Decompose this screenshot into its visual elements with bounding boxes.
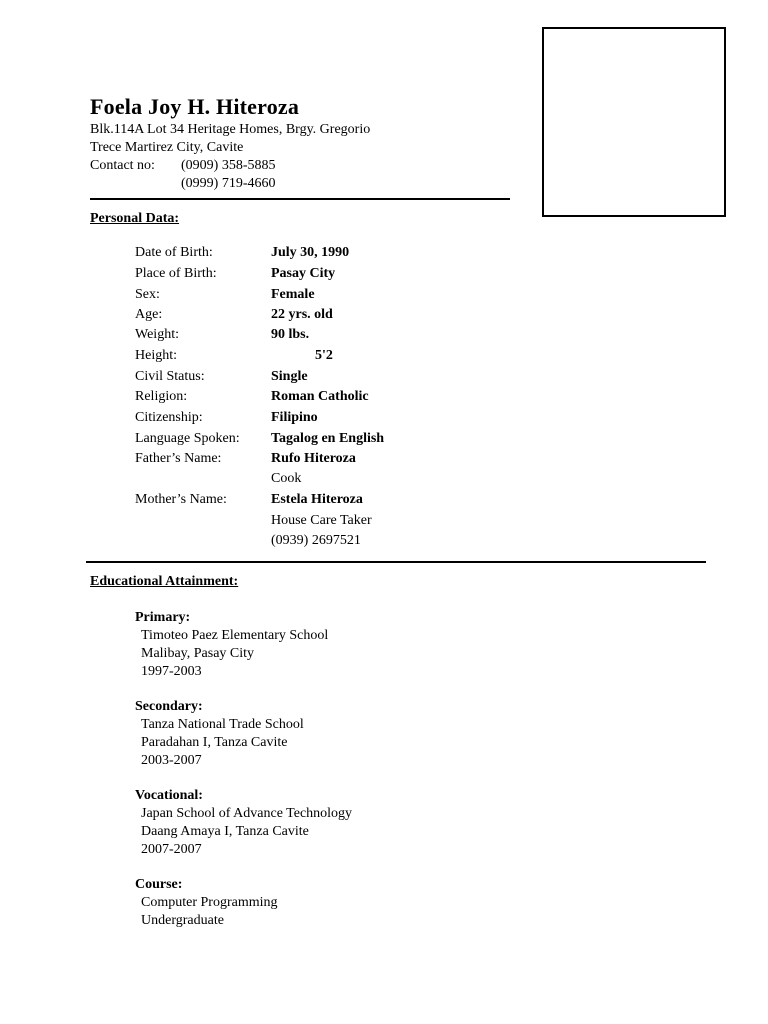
personal-value: (0939) 2697521 bbox=[271, 533, 361, 548]
personal-value: July 30, 1990 bbox=[271, 245, 350, 260]
contact-number-2: (0999) 719-4660 bbox=[181, 176, 276, 191]
personal-value: Roman Catholic bbox=[271, 389, 369, 404]
education-heading: Course: bbox=[135, 877, 183, 892]
personal-label: Date of Birth: bbox=[135, 245, 213, 260]
personal-label: Age: bbox=[135, 307, 163, 322]
education-location: Daang Amaya I, Tanza Cavite bbox=[141, 824, 309, 839]
address-line-2: Trece Martirez City, Cavite bbox=[90, 140, 244, 155]
personal-value: Female bbox=[271, 287, 315, 302]
education-location: Paradahan I, Tanza Cavite bbox=[141, 735, 288, 750]
education-school: Tanza National Trade School bbox=[141, 717, 304, 732]
personal-data-title: Personal Data: bbox=[90, 211, 180, 226]
education-heading: Primary: bbox=[135, 610, 191, 625]
contact-number-1: (0909) 358-5885 bbox=[181, 158, 276, 173]
education-heading: Vocational: bbox=[135, 788, 203, 803]
personal-label: Religion: bbox=[135, 389, 188, 404]
education-school: Japan School of Advance Technology bbox=[141, 806, 353, 821]
personal-value: House Care Taker bbox=[271, 513, 372, 528]
course-name: Computer Programming bbox=[141, 895, 278, 910]
personal-value: Single bbox=[271, 369, 308, 384]
personal-label: Height: bbox=[135, 348, 177, 363]
personal-divider bbox=[86, 561, 706, 563]
personal-label: Father’s Name: bbox=[135, 451, 222, 466]
applicant-name: Foela Joy H. Hiteroza bbox=[90, 94, 300, 119]
address-line-1: Blk.114A Lot 34 Heritage Homes, Brgy. Gregorio bbox=[90, 122, 371, 137]
personal-label: Weight: bbox=[135, 327, 179, 342]
education-years: 1997-2003 bbox=[141, 664, 202, 679]
education-title: Educational Attainment: bbox=[90, 574, 239, 589]
personal-label: Place of Birth: bbox=[135, 266, 217, 281]
personal-value: Rufo Hiteroza bbox=[271, 451, 356, 466]
education-years: 2007-2007 bbox=[141, 842, 202, 857]
header-divider bbox=[90, 198, 510, 200]
personal-value: 22 yrs. old bbox=[271, 307, 333, 322]
personal-label: Citizenship: bbox=[135, 410, 203, 425]
personal-label: Sex: bbox=[135, 287, 160, 302]
education-location: Malibay, Pasay City bbox=[141, 646, 255, 661]
personal-value: Cook bbox=[271, 471, 302, 486]
education-years: 2003-2007 bbox=[141, 753, 202, 768]
personal-label: Language Spoken: bbox=[135, 431, 240, 446]
contact-label: Contact no: bbox=[90, 158, 155, 173]
education-heading: Secondary: bbox=[135, 699, 203, 714]
personal-value: Estela Hiteroza bbox=[271, 492, 363, 507]
personal-label: Civil Status: bbox=[135, 369, 205, 384]
education-school: Timoteo Paez Elementary School bbox=[141, 628, 329, 643]
personal-value: 90 lbs. bbox=[271, 327, 310, 342]
personal-value: Tagalog en English bbox=[271, 431, 385, 446]
personal-value: 5'2 bbox=[315, 348, 333, 363]
photo-placeholder bbox=[542, 27, 726, 217]
personal-value: Filipino bbox=[271, 410, 318, 425]
personal-label: Mother’s Name: bbox=[135, 492, 227, 507]
personal-value: Pasay City bbox=[271, 266, 336, 281]
course-status: Undergraduate bbox=[141, 913, 224, 928]
